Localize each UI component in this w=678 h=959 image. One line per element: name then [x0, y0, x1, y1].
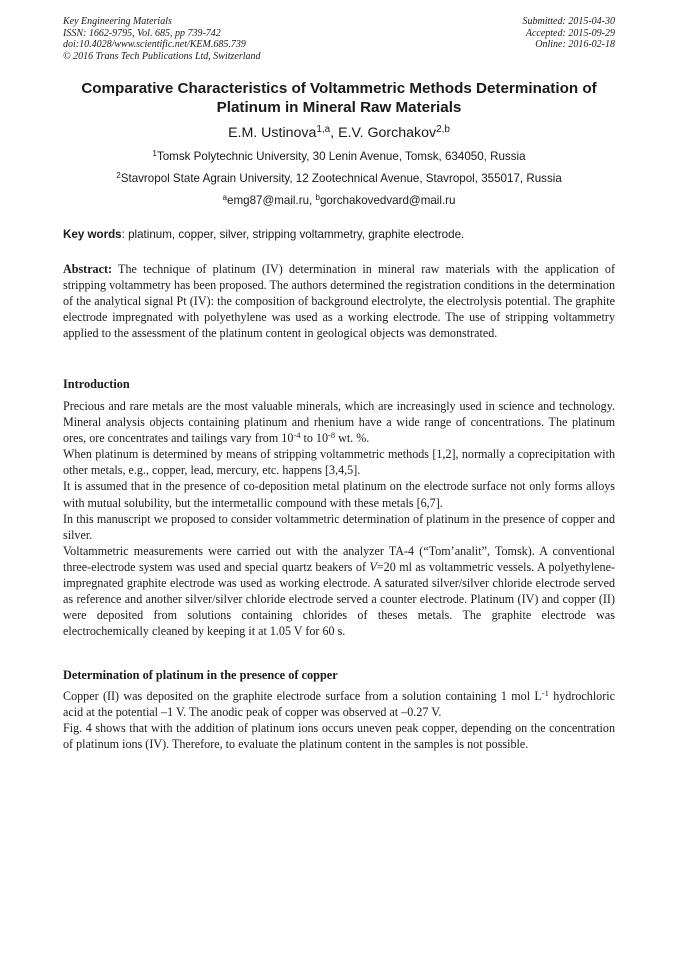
paper-title: Comparative Characteristics of Voltammetric Methods Determination of Platinum in Mineral Raw Materials [81, 80, 597, 116]
paragraph-text: wt. %. [335, 431, 370, 446]
author-name: E.M. Ustinova [228, 125, 317, 141]
paragraph-text: to 10 [300, 431, 328, 446]
abstract-label: Abstract: [63, 262, 113, 276]
paragraph [63, 688, 615, 720]
paragraph [63, 398, 615, 446]
journal-name: Key Engineering Materials [63, 16, 172, 27]
abstract [63, 261, 615, 341]
author-name: E.V. Gorchakov [338, 125, 437, 141]
email-superscript: b [315, 192, 320, 202]
keywords-text: : platinum, copper, silver, stripping voltammetry, graphite electrode. [121, 228, 465, 241]
abstract-paragraph [63, 261, 615, 341]
affiliation-text: Stavropol State Agrain University, 12 Zootechnical Avenue, Stavropol, 355017, Russia [120, 172, 562, 185]
affiliation-1 [40, 150, 638, 164]
paragraph-text: Copper (II) was deposited on the graphite electrode surface from a solution containing 1 mol L [63, 689, 542, 703]
author-emails [40, 194, 638, 208]
variable: V [369, 559, 377, 574]
issn: ISSN: 1662-9795, Vol. 685, pp 739-742 [63, 27, 221, 39]
copyright: © 2016 Trans Tech Publications Ltd, Switzerland [63, 50, 261, 62]
affiliation-text: Tomsk Polytechnic University, 30 Lenin Avenue, Tomsk, 634050, Russia [156, 150, 526, 163]
abstract-text: The technique of platinum (IV) determination in mineral raw materials with the application of stripping voltammetry has been proposed. The authors determined the registration conditions in the determination of the analytical signal Pt (IV): the composition of background electrolyte, the electrolysis potential. The graphite electrode impregnated with polyethylene was used as a working electrode. The use of stripping voltammetry applied to the assessment of the platinum content in geological objects was demonstrated. [63, 262, 615, 341]
accepted-date: Accepted: 2015-09-29 [525, 27, 615, 39]
author-list [40, 124, 638, 142]
paragraph: Fig. 4 shows that with the addition of platinum ions occurs uneven peak copper, depending on the concentration of platinum ions (IV). Therefore, to evaluate the platinum content in the samples is not possible. [63, 721, 615, 752]
affiliation-2 [40, 172, 638, 186]
paragraph-text: Voltammetric measurements were carried out with the analyzer TA-4 (“Tom’analit”, Tomsk). A conventional three-electrode system was used and special quartz beakers of [63, 543, 615, 574]
affiliation-superscript: 2 [116, 170, 121, 180]
email-superscript: a [222, 192, 228, 202]
online-date: Online: 2016-02-18 [535, 39, 615, 50]
paragraph: It is assumed that in the presence of co-deposition metal platinum on the electrode surface not only forms alloys with mutual solubility, but the intermetallic compound with these metals [6,7]. [63, 479, 615, 510]
author-separator: , [330, 125, 339, 141]
doi: doi:10.4028/www.scientific.net/KEM.685.739 [63, 39, 246, 50]
section-heading-determination: Determination of platinum in the presence of copper [63, 668, 338, 682]
keywords [63, 228, 615, 242]
keywords-label: Key words [63, 228, 122, 241]
email-link[interactable]: emg87@mail.ru, [227, 194, 316, 207]
paragraph [63, 543, 615, 640]
exponent: -8 [328, 429, 336, 440]
paragraph: In this manuscript we proposed to consider voltammetric determination of platinum in the presence of copper and silver. [63, 511, 615, 542]
introduction-body [63, 398, 615, 639]
author-superscript: 2,b [436, 124, 450, 136]
email-link[interactable]: gorchakovedvard@mail.ru [319, 194, 456, 207]
submitted-date: Submitted: 2015-04-30 [522, 16, 615, 27]
exponent: -1 [541, 687, 549, 698]
paragraph-text: =20 ml as voltammetric vessels. A polyethylene-impregnated graphite electrode was used as working electrode. A saturated silver/silver chloride electrode served as reference and another silver/silver chloride electrode served a counter electrode. Platinum (IV) and copper (II) were deposited from solutions containing chlorides of theses metals. The graphite electrode was electrochemically cleaned by keeping it at 1.05 V for 60 s. [63, 559, 615, 639]
exponent: -4 [293, 429, 301, 440]
determination-body [63, 688, 615, 752]
section-heading-introduction: Introduction [63, 377, 130, 391]
publication-dates [395, 16, 615, 51]
author-superscript: 1,a [316, 124, 331, 136]
affiliation-superscript: 1 [152, 148, 157, 158]
journal-meta [63, 16, 363, 62]
paragraph: When platinum is determined by means of stripping voltammetric methods [1,2], normally a coprecipitation with other metals, e.g., copper, lead, mercury, etc. happens [3,4,5]. [63, 447, 615, 478]
paragraph-text: Precious and rare metals are the most valuable minerals, which are increasingly used in science and technology. Mineral analysis objects containing platinum and rhenium have a wide range of concentrations. The platinum ores, ore concentrates and tailings vary from 10 [63, 399, 615, 446]
paragraph-text: hydrochloric acid at the potential –1 V. The anodic peak of copper was observed at –0.27 V. [63, 689, 615, 720]
